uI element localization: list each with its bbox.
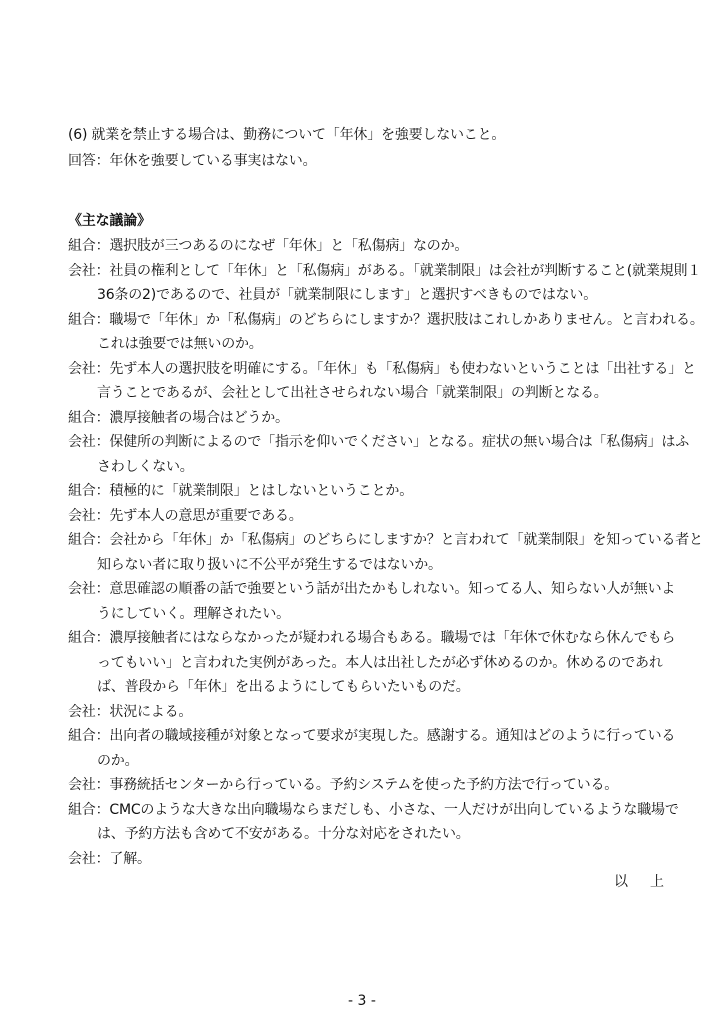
entry-text: 先ず本人の意思が重要である。 bbox=[109, 507, 303, 524]
speaker-label: 会社： bbox=[68, 850, 110, 867]
discussion-entry bbox=[68, 262, 701, 280]
discussion-entry-continuation: ば、普段から「年休」を出るようにしてもらいたいものだ。 bbox=[97, 679, 470, 695]
speaker-label: 組合： bbox=[68, 728, 110, 744]
discussion-entry bbox=[68, 727, 675, 745]
entry-text: 出向者の職域接種が対象となって要求が実現した。感謝する。通知はどのように行っている bbox=[109, 728, 676, 744]
speaker-label: 会社： bbox=[68, 507, 110, 524]
speaker-label: 会社： bbox=[68, 703, 110, 720]
discussion-entry bbox=[68, 482, 413, 500]
entry-text: 選択肢が三つあるのになぜ「年休」と「私傷病」なのか。 bbox=[109, 238, 469, 254]
entry-text: 社員の権利として「年休」と「私傷病」がある。「就業制限」は会社が判断すること(就業規則１ bbox=[109, 262, 702, 279]
speaker-label: 組合： bbox=[68, 311, 110, 328]
entry-text: 職場で「年休」か「私傷病」のどちらにしますか？選択肢はこれしかありません。と言われる。 bbox=[109, 311, 704, 328]
speaker-label: 会社： bbox=[68, 360, 110, 377]
speaker-label: 会社： bbox=[68, 777, 110, 793]
discussion-entry bbox=[68, 409, 289, 427]
entry-text: 事務統括センターから行っている。予約システムを使った予約方法で行っている。 bbox=[109, 777, 619, 793]
speaker-label: 組合： bbox=[68, 532, 110, 548]
entry-text: 濃厚接触者にはならなかったが疑われる場合もある。職場では「年休で休むなら休んでもら bbox=[109, 630, 676, 646]
discussion-entry bbox=[68, 776, 618, 794]
discussion-entry-continuation: 知らない者に取り扱いに不公平が発生するではないか。 bbox=[97, 556, 442, 573]
discussion-entry bbox=[68, 629, 675, 647]
section-6-item: (6) 就業を禁止する場合は、勤務について「年休」を強要しないこと。 bbox=[68, 127, 506, 143]
speaker-label: 組合： bbox=[68, 801, 110, 818]
speaker-label: 組合： bbox=[68, 630, 110, 646]
discussion-entry-continuation: 36条の2)であるので、社員が「就業制限にします」と選択すべきものではない。 bbox=[97, 287, 598, 303]
speaker-label: 組合： bbox=[68, 238, 110, 254]
discussion-entry bbox=[68, 801, 679, 819]
discussion-entry-continuation: これは強要では無いのか。 bbox=[97, 336, 263, 352]
speaker-label: 会社： bbox=[68, 262, 110, 279]
discussion-entry bbox=[68, 360, 696, 378]
discussion-entry-continuation: ってもいい」と言われた実例があった。本人は出社したが必ず休めるのか。休めるのであれ bbox=[97, 654, 663, 671]
speaker-label: 組合： bbox=[68, 483, 110, 499]
discussion-entry-continuation: さわしくない。 bbox=[97, 458, 194, 475]
discussion-heading: 《主な議論》 bbox=[68, 213, 151, 229]
discussion-entry bbox=[68, 311, 704, 329]
entry-text: 先ず本人の選択肢を明確にする。「年休」も「私傷病」も使わないということは「出社する」と bbox=[109, 360, 696, 377]
discussion-entry-continuation: のか。 bbox=[97, 752, 139, 769]
section-6-answer: 回答：年休を強要している事実はない。 bbox=[68, 153, 317, 169]
entry-text: 積極的に「就業制限」とはしないということか。 bbox=[109, 483, 414, 499]
speaker-label: 組合： bbox=[68, 409, 110, 426]
discussion-entry-continuation: は、予約方法も含めて不安がある。十分な対応をされたい。 bbox=[97, 826, 470, 842]
entry-text: 了解。 bbox=[109, 850, 151, 867]
discussion-entry bbox=[68, 237, 468, 255]
discussion-entry bbox=[68, 507, 303, 525]
entry-text: 濃厚接触者の場合はどうか。 bbox=[109, 409, 289, 426]
discussion-entry bbox=[68, 850, 151, 868]
page-number: - 3 - bbox=[348, 993, 376, 1009]
discussion-entry-continuation: うにしていく。理解されたい。 bbox=[97, 605, 290, 622]
discussion-entry bbox=[68, 580, 675, 598]
entry-text: 意思確認の順番の話で強要という話が出たかもしれない。知ってる人、知らない人が無いよ bbox=[109, 581, 676, 597]
entry-text: 保健所の判断によるので「指示を仰いでください」となる。症状の無い場合は「私傷病」はふ bbox=[109, 434, 690, 450]
speaker-label: 会社： bbox=[68, 581, 110, 597]
closing-mark: 以 上 bbox=[614, 874, 668, 890]
discussion-entry bbox=[68, 531, 703, 549]
discussion-entry-continuation: 言うことであるが、会社として出社させられない場合「就業制限」の判断となる。 bbox=[97, 385, 608, 401]
speaker-label: 会社： bbox=[68, 434, 110, 450]
entry-text: 状況による。 bbox=[109, 703, 193, 720]
entry-text: 会社から「年休」か「私傷病」のどちらにしますか？と言われて「就業制限」を知っている者と bbox=[109, 532, 703, 548]
discussion-entry bbox=[68, 703, 192, 721]
discussion-entry bbox=[68, 433, 689, 451]
entry-text: CMCのような大きな出向職場ならまだしも、小さな、一人だけが出向しているような職場で bbox=[109, 801, 679, 818]
